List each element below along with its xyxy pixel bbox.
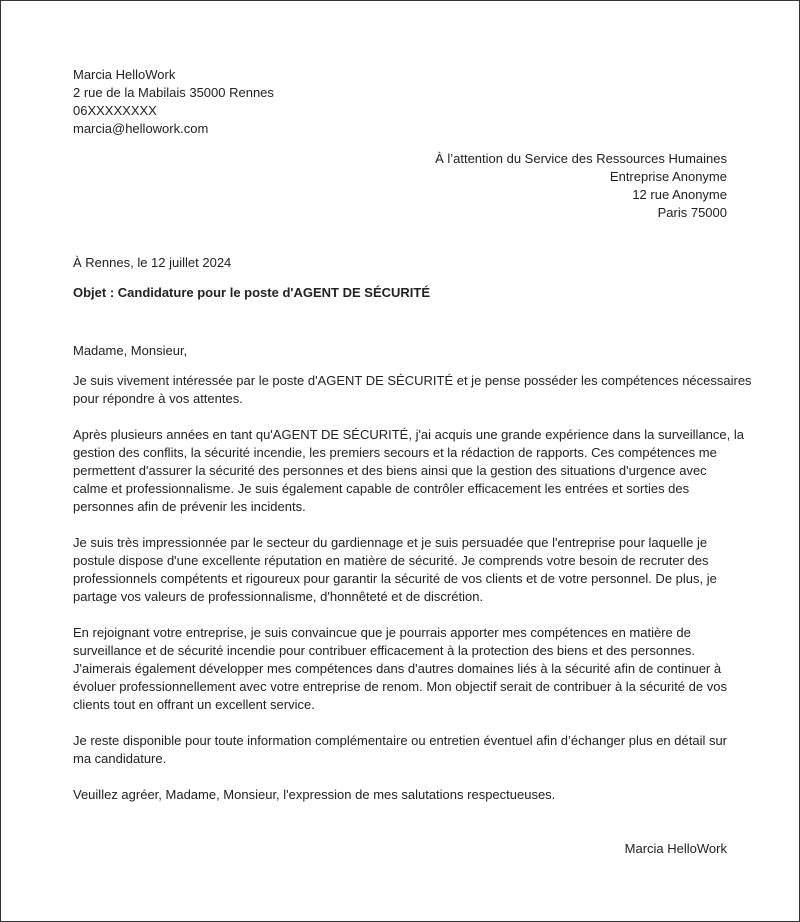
paragraph-2 [73,426,744,516]
paragraph-3 [73,534,733,606]
salutation: Madame, Monsieur, [73,343,188,358]
recipient-block [435,150,727,222]
paragraph-line: En rejoignant votre entreprise, je suis convaincue que je pourrais apporter mes compétences en matière de [73,625,691,640]
sender-email: marcia@hellowork.com [73,121,209,136]
paragraph-line: surveillance et de sécurité incendie pour contribuer efficacement à la protection des biens et des personnes. [73,643,695,658]
paragraph-line: personnes afin de prévenir les incidents. [73,499,306,514]
subject-line: Objet : Candidature pour le poste d'AGENT DE SÉCURITÉ [73,285,431,300]
paragraph-5 [73,732,733,768]
paragraph-line: gestion des conflits, la sécurité incendie, les premiers secours et la rédaction de rapports. Ces compétences me [73,445,717,460]
paragraph-line: partage vos valeurs de professionnalisme, d'honnêteté et de discrétion. [73,589,484,604]
sender-block [73,66,274,138]
recipient-street: 12 rue Anonyme [632,187,727,202]
paragraph-line: calme et professionnalisme. Je suis également capable de contrôler efficacement les entrées et sorties des [73,481,690,496]
signature: Marcia HelloWork [624,841,727,856]
paragraph-line: ma candidature. [73,751,167,766]
recipient-attention: À l’attention du Service des Ressources Humaines [435,151,727,166]
sender-address: 2 rue de la Mabilais 35000 Rennes [73,85,274,100]
paragraph-line: professionnels compétents et rigoureux pour garantir la sécurité de vos clients et de votre personnel. De plus, je [73,571,717,586]
sender-name: Marcia HelloWork [73,67,176,82]
paragraph-line: Je suis très impressionnée par le secteur du gardiennage et je suis persuadée que l'entreprise pour laquelle je [73,535,708,550]
paragraph-line: Je reste disponible pour toute information complémentaire ou entretien éventuel afin d’échanger plus en détail sur [73,733,728,748]
date-line: À Rennes, le 12 juillet 2024 [73,255,232,270]
paragraph-line: évoluer professionnellement avec votre entreprise de renom. Mon objectif serait de contribuer à la sécurité de vos [73,679,727,694]
paragraph-line: permettent d'assurer la sécurité des personnes et des biens ainsi que la gestion des situations d'urgence avec [73,463,707,478]
paragraph-line: Après plusieurs années en tant qu'AGENT DE SÉCURITÉ, j'ai acquis une grande expérience dans la surveillance, la [73,427,744,442]
recipient-city: Paris 75000 [657,205,727,220]
paragraph-line: postule dispose d'une excellente réputation en matière de sécurité. Je comprends votre besoin de recruter des [73,553,709,568]
paragraph-1 [73,372,752,408]
paragraph-line: J'aimerais également développer mes compétences dans d'autres domaines liés à la sécurité afin de continuer à [73,661,722,676]
closing-line: Veuillez agréer, Madame, Monsieur, l'expression de mes salutations respectueuses. [73,787,556,802]
recipient-company: Entreprise Anonyme [609,169,727,184]
paragraph-line: Je suis vivement intéressée par le poste d'AGENT DE SÉCURITÉ et je pense posséder les compétences nécessaires [73,373,752,388]
paragraph-line: clients tout en offrant un excellent service. [73,697,315,712]
sender-phone: 06XXXXXXXX [73,103,157,118]
paragraph-line: pour répondre à vos attentes. [73,391,243,406]
paragraph-4 [73,624,733,714]
